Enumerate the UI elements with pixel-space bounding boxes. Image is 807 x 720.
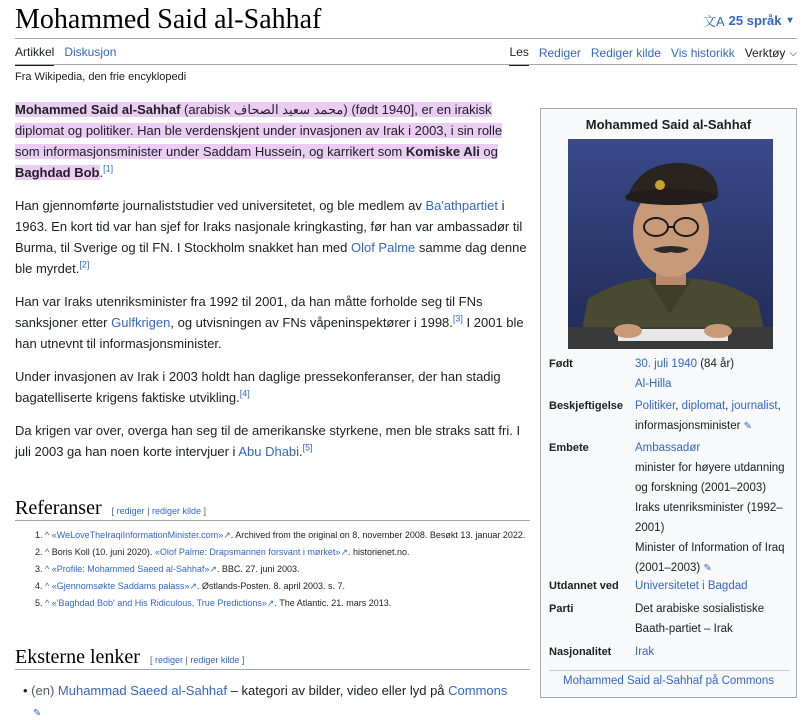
reference-link[interactable]: «Olof Palme: Drapsmannen forsvant i mørket» bbox=[154, 547, 341, 557]
translate-icon: 文A bbox=[703, 14, 725, 29]
backlink[interactable]: ^ bbox=[45, 530, 50, 540]
commons-link[interactable]: Commons bbox=[448, 683, 508, 698]
article-body bbox=[15, 99, 530, 474]
section-edit-links: [ rediger | rediger kilde ] bbox=[111, 506, 207, 516]
reference-link[interactable]: «Gjennomsøkte Saddams palass» bbox=[51, 581, 190, 591]
occupation-link[interactable]: journalist bbox=[731, 400, 778, 412]
namespace-tabs bbox=[15, 45, 116, 66]
office-link[interactable]: Ambassadør bbox=[635, 442, 701, 454]
external-links-divider bbox=[15, 669, 530, 670]
list-item: • (en) Muhammad Saeed al-Sahhaf – kategori av bilder, video eller lyd på Commons bbox=[23, 683, 508, 698]
page-title: Mohammed Said al-Sahhaf bbox=[15, 4, 322, 35]
external-links-list bbox=[23, 680, 528, 720]
infobox-row-nationality: Nasjonalitet Irak bbox=[549, 646, 655, 658]
pencil-icon[interactable]: ✎ bbox=[33, 708, 42, 719]
infobox-row-born: Født 30. juli 1940 (84 år) Al-Hilla bbox=[549, 358, 735, 390]
list-item: 3. ^ «Profile: Mohammed Saeed al-Sahhaf»↗. BBC. 27. juni 2003. bbox=[35, 564, 300, 574]
infobox-row-education: Utdannet ved Universitetet i Bagdad bbox=[549, 580, 748, 592]
section-edit-links: [ rediger | rediger kilde ] bbox=[149, 655, 245, 665]
backlink[interactable]: ^ bbox=[45, 598, 50, 608]
tab-read[interactable]: Les bbox=[509, 45, 528, 66]
arabic-name: محمد سعيد الصحاف bbox=[233, 102, 344, 117]
link-baathpartiet[interactable]: Ba'athpartiet bbox=[425, 198, 499, 213]
tab-edit-source[interactable]: Rediger kilde bbox=[590, 46, 661, 60]
occupation-link[interactable]: diplomat bbox=[681, 400, 726, 412]
edit-section-link[interactable]: rediger bbox=[116, 506, 145, 516]
external-link-icon: ↗ bbox=[266, 598, 275, 608]
list-item: 4. ^ «Gjennomsøkte Saddams palass»↗. Østlands-Posten. 8. april 2003. s. 7. bbox=[35, 581, 345, 591]
born-date-link[interactable]: 30. juli 1940 bbox=[635, 358, 698, 370]
external-link-icon: ↗ bbox=[340, 547, 348, 557]
backlink[interactable]: ^ bbox=[45, 581, 50, 591]
commons-link[interactable]: Mohammed Said al-Sahhaf på Commons bbox=[563, 675, 774, 687]
infobox-row-party: Parti Det arabiske sosialistiske Baath-partiet – Irak bbox=[549, 603, 765, 635]
tabs-divider bbox=[15, 64, 797, 65]
pencil-icon[interactable]: ✎ bbox=[703, 563, 712, 574]
edit-source-section-link[interactable]: rediger kilde bbox=[152, 506, 202, 516]
paragraph-education: Han gjennomførte journaliststudier ved universitetet, og ble medlem av Ba'athpartiet i 1963. En kort tid var han sjef for Iraks nasjonale kringkasting, før han var ambassadør til Burma, til Sverige og til FN. I Stockholm snakket han med Olof Palme samme dag denne ble myrdet.[2] bbox=[15, 198, 527, 276]
footnote-ref[interactable]: [5] bbox=[302, 442, 313, 453]
external-links-heading: Eksterne lenker [ rediger | rediger kilde ] bbox=[15, 646, 245, 668]
list-item: 1. ^ «WeLoveTheIraqiInformationMinister.com»↗. Archived from the original on 8. november 2008. Besøkt 13. januar 2022. bbox=[35, 530, 526, 540]
tools-menu[interactable] bbox=[745, 46, 797, 65]
reference-link[interactable]: «WeLoveTheIraqiInformationMinister.com» bbox=[51, 530, 224, 540]
view-tabs bbox=[509, 45, 797, 66]
nationality-link[interactable]: Irak bbox=[635, 646, 655, 658]
reference-link[interactable]: «Profile: Mohammed Saeed al-Sahhaf» bbox=[51, 564, 210, 574]
subject-name: Mohammed Said al-Sahhaf bbox=[15, 102, 181, 117]
backlink[interactable]: ^ bbox=[45, 547, 50, 557]
tab-article[interactable]: Artikkel bbox=[15, 45, 54, 66]
link-abu-dhabi[interactable]: Abu Dhabi bbox=[238, 444, 300, 459]
chevron-down-icon: ⌵ bbox=[789, 47, 797, 59]
tools-label: Verktøy bbox=[744, 46, 786, 60]
intro-paragraph: Mohammed Said al-Sahhaf (arabisk محمد سعيد الصحاف) (født 1940], er en irakisk diplomat og politiker. Han ble verdenskjent under invasjonen av Irak i 2003, i sin rolle som informasjonsminister under Saddam Hussein, og karrikert som Komiske Ali og Baghdad Bob.[1] bbox=[15, 102, 503, 180]
paragraph-aftermath: Da krigen var over, overga han seg til de amerikanske styrkene, men ble straks satt fri. I juli 2003 ga han noen korte intervjuer i Abu Dhabi.[5] bbox=[15, 423, 521, 459]
pencil-icon[interactable]: ✎ bbox=[743, 421, 753, 432]
footnote-ref[interactable]: [3] bbox=[452, 313, 463, 324]
list-item: 5. ^ «'Baghdad Bob' and His Ridiculous, True Predictions»↗. The Atlantic. 21. mars 2013. bbox=[35, 598, 392, 608]
tab-history[interactable]: Vis historikk bbox=[670, 46, 735, 60]
link-olof-palme[interactable]: Olof Palme bbox=[350, 240, 416, 255]
references-divider bbox=[15, 520, 530, 521]
language-button[interactable] bbox=[703, 11, 792, 30]
list-item: 2. ^ Boris Koll (10. juni 2020). «Olof Palme: Drapsmannen forsvant i mørket»↗. historienet.no. bbox=[35, 547, 410, 557]
edit-section-link[interactable]: rediger bbox=[154, 655, 183, 665]
occupation-link[interactable]: Politiker bbox=[635, 400, 676, 412]
paragraph-foreign-minister: Han var Iraks utenriksminister fra 1992 til 2001, da han måtte forholde seg til FNs sanksjoner etter Gulfkrigen, og utvisningen av FNs våpeninspektører i 1998.[3] I 2001 ble han utnevnt til informasjonsminister. bbox=[15, 294, 524, 351]
portrait-photo[interactable] bbox=[568, 139, 773, 349]
footnote-ref[interactable]: [1] bbox=[103, 163, 114, 174]
tagline: Fra Wikipedia, den frie encyklopedi bbox=[15, 71, 187, 83]
infobox-title: Mohammed Said al-Sahhaf bbox=[585, 117, 752, 132]
education-link[interactable]: Universitetet i Bagdad bbox=[635, 580, 748, 592]
infobox-row-office: Embete Ambassadør minister for høyere utdanning og forskning (2001–2003) Iraks utenriksminister (1992–2001) Minister of Information of Iraq (2001–2003) ✎ bbox=[549, 442, 785, 574]
infobox-row-occupation: Beskjeftigelse Politiker, diplomat, journalist, informasjonsminister ✎ bbox=[549, 400, 781, 432]
link-gulfkrigen[interactable]: Gulfkrigen bbox=[111, 315, 171, 330]
reference-link[interactable]: «'Baghdad Bob' and His Ridiculous, True Predictions» bbox=[51, 598, 267, 608]
external-link-icon: ↗ bbox=[209, 564, 217, 574]
infobox-divider bbox=[549, 670, 790, 671]
chevron-down-icon: ▾ bbox=[787, 15, 793, 26]
tab-edit[interactable]: Rediger bbox=[538, 46, 581, 60]
backlink[interactable]: ^ bbox=[45, 564, 50, 574]
reference-list bbox=[35, 529, 530, 614]
language-count: 25 språk bbox=[728, 13, 782, 28]
infobox bbox=[540, 108, 797, 698]
edit-source-section-link[interactable]: rediger kilde bbox=[190, 655, 240, 665]
external-link-icon: ↗ bbox=[189, 581, 197, 591]
footnote-ref[interactable]: [2] bbox=[79, 259, 90, 270]
commons-category-link[interactable]: Muhammad Saeed al-Sahhaf bbox=[57, 683, 228, 698]
tab-discussion[interactable]: Diskusjon bbox=[64, 45, 117, 59]
footnote-ref[interactable]: [4] bbox=[239, 388, 250, 399]
born-place-link[interactable]: Al-Hilla bbox=[635, 378, 672, 390]
external-link-icon: ↗ bbox=[223, 530, 231, 540]
title-divider bbox=[15, 38, 797, 39]
nickname-1: Komiske Ali bbox=[405, 144, 480, 159]
nickname-2: Baghdad Bob bbox=[15, 165, 100, 180]
references-heading: Referanser [ rediger | rediger kilde ] bbox=[15, 497, 207, 519]
paragraph-invasion: Under invasjonen av Irak i 2003 holdt han daglige pressekonferanser, der han stadig bagatelliserte krigens faktiske utvikling.[4] bbox=[15, 369, 501, 405]
